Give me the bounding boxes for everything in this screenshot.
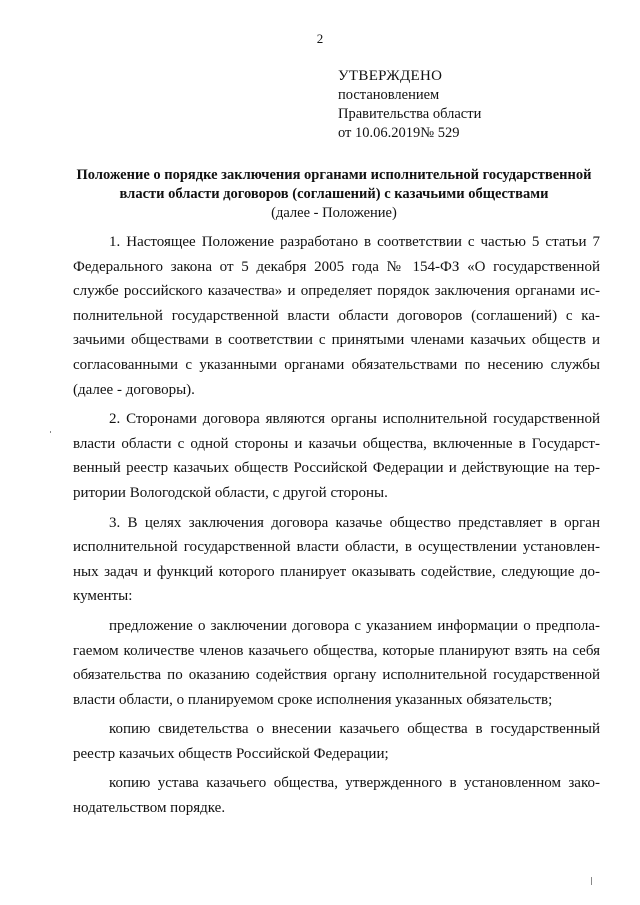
approval-block — [338, 67, 481, 143]
list-item-charter: копию устава казачьего общества, утвержденного в установленном законодательством порядке. — [73, 775, 600, 817]
paragraph-3: 3. В целях заключения договора казачье общество представляет в орган исполнительной государственной власти области, в осуществлении установленных задач и функций которого планирует оказывать содействие, следующие документы: — [73, 514, 600, 605]
scan-mark — [50, 431, 51, 433]
approval-line-3: от 10.06.2019№ 529 — [338, 125, 460, 141]
document-body — [73, 230, 600, 821]
scan-mark — [591, 877, 592, 885]
list-item-certificate: копию свидетельства о внесении казачьего общества в государственный реестр казачьих обществ Российской Федерации; — [73, 721, 600, 762]
page-number: 2 — [316, 31, 324, 46]
paragraph-1: 1. Настоящее Положение разработано в соответствии с частью 5 статьи 7 Федерального закона от 5 декабря 2005 года № 154-ФЗ «О государственной службе российского казачества» и определяет порядок заключения органами исполнительной государственной власти области договоров (соглашений) с казачьими обществами в соответствии с принятыми членами казачьих обществ и согласованными с указанными органами обязательствами по несению службы (далее - договоры). — [73, 234, 600, 398]
document-title-subtitle: (далее - Положение) — [271, 205, 397, 221]
approval-title: УТВЕРЖДЕНО — [338, 68, 443, 84]
list-item-proposal: предложение о заключении договора с указанием информации о предполагаемом количестве членов казачьего общества, которые планируют взять на себя обязательства по оказанию содействия органу исполнительной государственной власти области, о планируемом сроке исполнения указанных обязательств; — [73, 617, 600, 708]
approval-line-1: постановлением — [338, 87, 440, 103]
approval-line-2: Правительства области — [338, 106, 482, 122]
paragraph-2: 2. Сторонами договора являются органы исполнительной государственной власти области с одной стороны и казачьи общества, включенные в Государственный реестр казачьих обществ Российской Федерации и действующие на территории Вологодской области, с другой стороны. — [73, 411, 600, 501]
document-title — [68, 166, 600, 223]
document-title-main: Положение о порядке заключения органами исполнительной государственной власти области договоров (соглашений) с казачьими обществами — [76, 167, 592, 202]
